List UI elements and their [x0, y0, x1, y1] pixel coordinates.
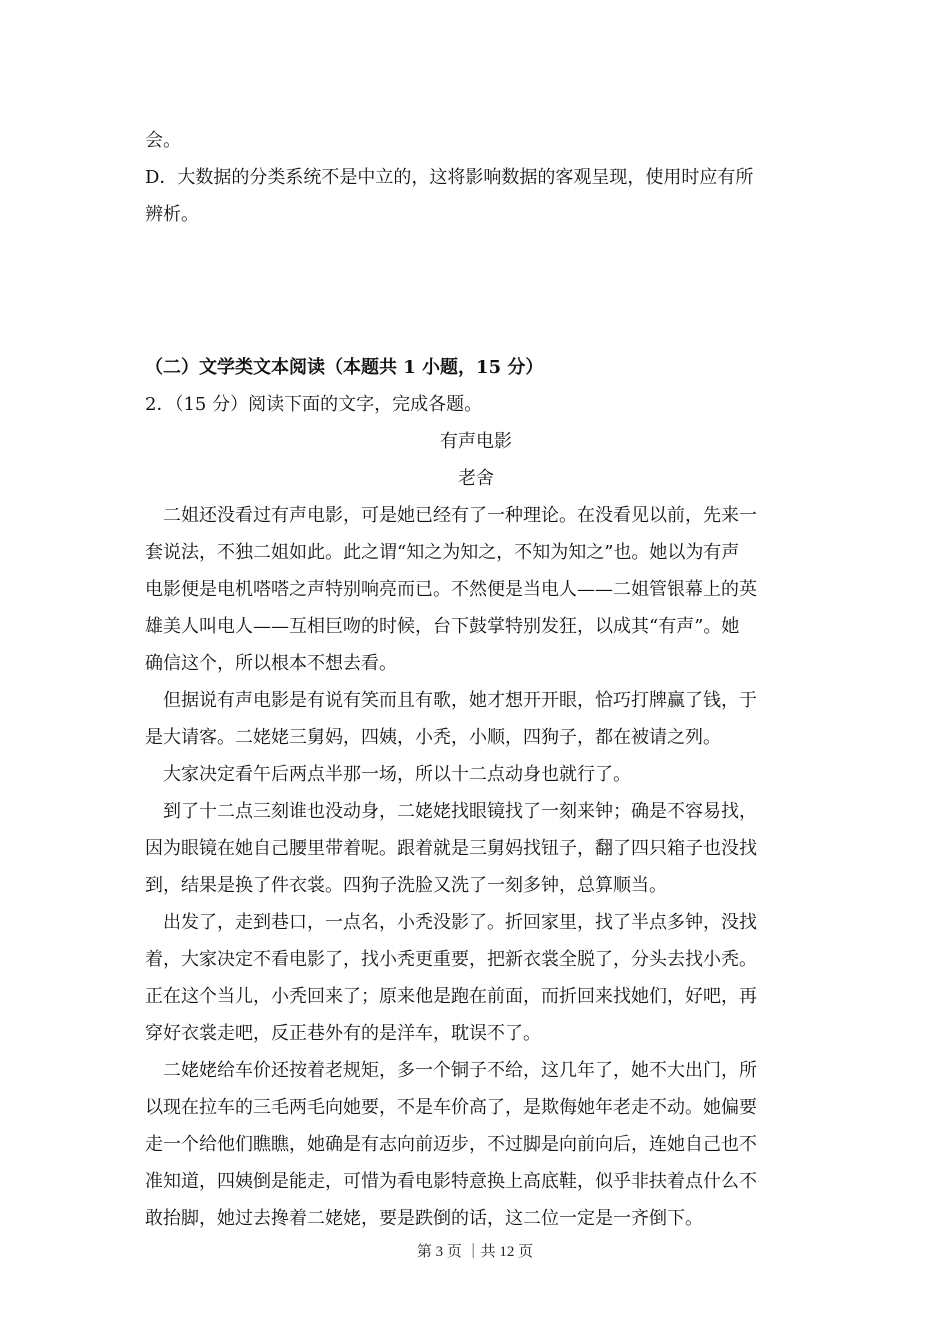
paragraph-line: 到，结果是换了件衣裳。四狗子洗脸又洗了一刻多钟，总算顺当。 — [145, 875, 667, 896]
paragraph-line: 雄美人叫电人——互相巨吻的时候，台下鼓掌特别发狂，以成其“有声”。她 — [145, 616, 740, 637]
carryover-line-1: 会。 — [145, 130, 181, 151]
paragraph-line: 大家决定看午后两点半那一场，所以十二点动身也就行了。 — [163, 764, 631, 785]
paragraph-line: 电影便是电机嗒嗒之声特别响亮而已。不然便是当电人——二姐管银幕上的英 — [145, 579, 757, 600]
paragraph-line: 因为眼镜在她自己腰里带着呢。跟着就是三舅妈找钮子，翻了四只箱子也没找 — [145, 838, 757, 859]
paragraph-line: 着，大家决定不看电影了，找小秃更重要，把新衣裳全脱了，分头去找小秃。 — [145, 949, 757, 970]
passage-paragraph-5 — [145, 904, 807, 1052]
option-d-line-2: 辨析。 — [145, 204, 199, 225]
paragraph-line: 敢抬脚，她过去搀着二姥姥，要是跌倒的话，这二位一定是一齐倒下。 — [145, 1208, 703, 1229]
passage-paragraph-1 — [145, 497, 807, 682]
paragraph-line: 准知道，四姨倒是能走，可惜为看电影特意换上高底鞋，似乎非扶着点什么不 — [145, 1171, 757, 1192]
paragraph-line: 穿好衣裳走吧，反正巷外有的是洋车，耽误不了。 — [145, 1023, 541, 1044]
paragraph-line: 走一个给他们瞧瞧，她确是有志向前迈步，不过脚是向前向后，连她自己也不 — [145, 1134, 757, 1155]
passage-paragraph-3 — [145, 756, 807, 793]
paragraph-line: 以现在拉车的三毛两毛向她要，不是车价高了，是欺侮她年老走不动。她偏要 — [145, 1097, 757, 1118]
passage-paragraph-2 — [145, 682, 807, 756]
paragraph-line: 是大请客。二姥姥三舅妈，四姨，小秃，小顺，四狗子，都在被请之列。 — [145, 727, 721, 748]
passage-author: 老舍 — [458, 468, 494, 489]
page-content — [145, 122, 807, 1237]
paragraph-line: 出发了，走到巷口，一点名，小秃没影了。折回家里，找了半点多钟，没找 — [163, 912, 757, 933]
passage-paragraph-4 — [145, 793, 807, 904]
section-title: （二）文学类文本阅读（本题共 1 小题，15 分） — [145, 357, 544, 378]
paragraph-line: 二姐还没看过有声电影，可是她已经有了一种理论。在没看见以前，先来一 — [163, 505, 757, 526]
passage-title: 有声电影 — [440, 431, 512, 452]
paragraph-line: 到了十二点三刻谁也没动身，二姥姥找眼镜找了一刻来钟；确是不容易找， — [163, 801, 757, 822]
option-d-line-1: D．大数据的分类系统不是中立的，这将影响数据的客观呈现，使用时应有所 — [145, 167, 754, 188]
page-footer: 第 3 页 ｜共 12 页 — [416, 1244, 534, 1260]
paragraph-line: 二姥姥给车价还按着老规矩，多一个铜子不给，这几年了，她不大出门，所 — [163, 1060, 757, 1081]
paragraph-line: 确信这个，所以根本不想去看。 — [145, 653, 397, 674]
passage-paragraph-6 — [145, 1052, 807, 1237]
question-prompt: 2．（15 分）阅读下面的文字，完成各题。 — [145, 394, 483, 415]
paragraph-line: 套说法，不独二姐如此。此之谓“知之为知之，不知为知之”也。她以为有声 — [145, 542, 740, 563]
paragraph-line: 但据说有声电影是有说有笑而且有歌，她才想开开眼，恰巧打牌赢了钱，于 — [163, 690, 757, 711]
paragraph-line: 正在这个当儿，小秃回来了；原来他是跑在前面，而折回来找她们，好吧，再 — [145, 986, 757, 1007]
